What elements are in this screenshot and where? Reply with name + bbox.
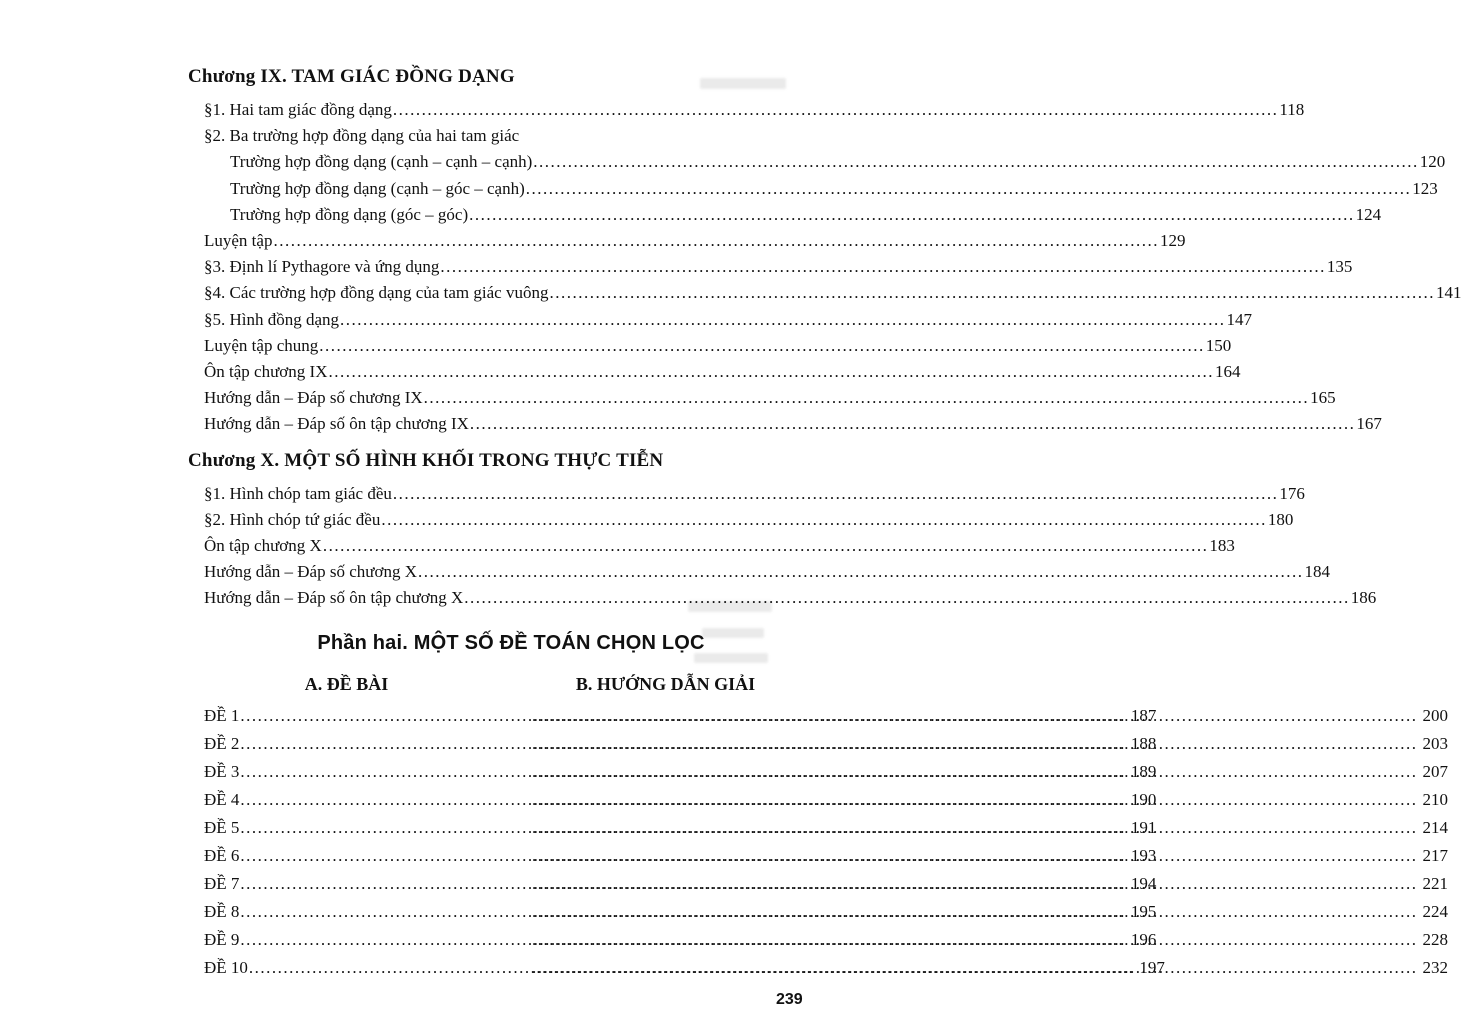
exam-label: ĐỀ 6 xyxy=(204,845,240,865)
toc-entry-label: Trường hợp đồng dạng (góc – góc) xyxy=(230,204,469,224)
leader-dots xyxy=(470,411,1356,437)
toc-entry xyxy=(188,533,1235,559)
leader-dots xyxy=(273,228,1159,254)
toc-entry xyxy=(188,280,1461,306)
exam-row xyxy=(188,758,1448,786)
exam-label: ĐỀ 1 xyxy=(204,705,240,725)
toc-entry-page: 135 xyxy=(1326,257,1353,277)
exam-problem-page: 191 xyxy=(1130,817,1157,837)
chapter-10-entries xyxy=(188,481,1377,612)
leader-dots xyxy=(469,202,1355,228)
leader-dots xyxy=(440,254,1326,280)
leader-dots xyxy=(532,842,1418,870)
leader-dots xyxy=(381,507,1267,533)
toc-entry-page: 167 xyxy=(1356,414,1382,434)
toc-entry xyxy=(188,507,1294,533)
toc-entry-page: 118 xyxy=(1279,100,1305,119)
exam-solution-page: 210 xyxy=(1422,789,1448,809)
toc-entry-label: §3. Định lí Pythagore và ứng dụng xyxy=(204,257,440,277)
exam-problem-page: 196 xyxy=(1130,929,1157,949)
toc-entry xyxy=(188,411,1382,437)
toc-entry xyxy=(188,176,1438,202)
toc-entry-page: 124 xyxy=(1355,204,1382,224)
toc-entry-label: Hướng dẫn – Đáp số ôn tập chương X xyxy=(204,588,464,608)
exam-column-headers xyxy=(188,670,800,698)
exam-problem-page: 190 xyxy=(1130,789,1157,809)
toc-entry xyxy=(188,202,1382,228)
toc-entry xyxy=(188,385,1336,411)
toc-entry-label: Ôn tập chương IX xyxy=(204,362,328,382)
toc-entry xyxy=(188,359,1241,385)
toc-entry-page: 123 xyxy=(1412,178,1438,198)
exam-solution-page: 228 xyxy=(1422,929,1448,949)
toc-entry xyxy=(188,228,1186,254)
chapter-10-heading: Chương X. MỘT SỐ HÌNH KHỐI TRONG THỰC TIỄN xyxy=(188,449,664,471)
leader-dots xyxy=(532,730,1418,758)
exam-solution-page: 214 xyxy=(1422,817,1448,837)
exam-row xyxy=(188,814,1448,842)
toc-entry-page: 129 xyxy=(1159,231,1186,251)
exam-table xyxy=(188,702,1448,982)
leader-dots xyxy=(424,385,1310,411)
toc-entry-label: §2. Hình chóp tứ giác đều xyxy=(204,509,381,529)
toc-content xyxy=(188,62,1461,982)
leader-dots xyxy=(323,533,1209,559)
leader-dots xyxy=(418,559,1304,585)
toc-entry-label: §4. Các trường hợp đồng dạng của tam giác vuông xyxy=(204,283,549,303)
toc-entry xyxy=(188,559,1330,585)
exam-label: ĐỀ 2 xyxy=(204,733,240,753)
toc-entry-page: 141 xyxy=(1435,283,1461,303)
exam-problem-page: 187 xyxy=(1130,705,1157,725)
exam-label: ĐỀ 3 xyxy=(204,761,240,781)
toc-entry-label: Trường hợp đồng dạng (cạnh – cạnh – cạnh) xyxy=(230,152,533,172)
toc-entry-label: Hướng dẫn – Đáp số chương X xyxy=(204,562,417,582)
toc-entry xyxy=(188,254,1353,280)
part-two-heading: Phần hai. MỘT SỐ ĐỀ TOÁN CHỌN LỌC xyxy=(317,631,705,654)
toc-entry-page: 164 xyxy=(1214,362,1241,382)
exam-problem-page: 193 xyxy=(1130,845,1157,865)
footer-page-number: 239 xyxy=(776,991,803,1008)
exam-row xyxy=(188,954,1448,982)
leader-dots xyxy=(393,481,1279,507)
leader-dots xyxy=(393,97,1279,123)
exam-row xyxy=(188,842,1448,870)
exam-solution-page: 203 xyxy=(1422,733,1448,753)
toc-entry-page: 176 xyxy=(1279,483,1305,503)
leader-dots xyxy=(532,898,1418,926)
toc-entry-label: §1. Hai tam giác đồng dạng xyxy=(204,100,392,119)
exam-solution-page: 232 xyxy=(1422,957,1448,977)
leader-dots xyxy=(532,870,1418,898)
toc-entry-label: Ôn tập chương X xyxy=(204,536,322,556)
leader-dots xyxy=(532,758,1418,786)
leader-dots xyxy=(533,149,1419,175)
toc-entry xyxy=(188,149,1446,175)
toc-entry-label: Hướng dẫn – Đáp số chương IX xyxy=(204,388,423,408)
exam-label: ĐỀ 10 xyxy=(204,957,248,977)
leader-dots xyxy=(532,814,1418,842)
leader-dots xyxy=(526,176,1412,202)
chapter-9-heading: Chương IX. TAM GIÁC ĐỒNG DẠNG xyxy=(188,66,515,87)
toc-entry xyxy=(188,97,1305,123)
leader-dots xyxy=(532,954,1418,982)
toc-entry-page: 150 xyxy=(1205,335,1232,355)
toc-entry-label: Luyện tập xyxy=(204,231,273,251)
toc-entry-label: §5. Hình đồng dạng xyxy=(204,309,340,329)
leader-dots xyxy=(464,585,1350,611)
exam-problem-page: 189 xyxy=(1130,761,1157,781)
exam-label: ĐỀ 7 xyxy=(204,873,240,893)
exam-row xyxy=(188,926,1448,954)
column-a-header: A. ĐỀ BÀI xyxy=(304,673,389,694)
toc-entry-label: Hướng dẫn – Đáp số ôn tập chương IX xyxy=(204,414,469,434)
toc-entry-page: 186 xyxy=(1350,588,1377,608)
exam-row xyxy=(188,898,1448,926)
exam-row xyxy=(188,870,1448,898)
column-b-header: B. HƯỚNG DẪN GIẢI xyxy=(575,673,756,694)
exam-row xyxy=(188,786,1448,814)
exam-solution-page: 207 xyxy=(1422,761,1448,781)
toc-entry-label: §2. Ba trường hợp đồng dạng của hai tam giác xyxy=(204,126,520,146)
exam-solution-page: 224 xyxy=(1422,901,1448,921)
toc-entry-label: §1. Hình chóp tam giác đều xyxy=(204,483,392,503)
toc-entry xyxy=(188,307,1253,333)
toc-entry-page: 120 xyxy=(1419,152,1446,172)
leader-dots xyxy=(319,333,1205,359)
exam-label: ĐỀ 8 xyxy=(204,901,240,921)
toc-entry-page: 147 xyxy=(1226,309,1253,329)
leader-dots xyxy=(532,926,1418,954)
toc-entry-page: 165 xyxy=(1310,388,1336,408)
toc-entry xyxy=(188,333,1232,359)
exam-problem-page: 194 xyxy=(1130,873,1157,893)
exam-solution-page: 217 xyxy=(1422,845,1448,865)
exam-solution-page: 221 xyxy=(1422,873,1448,893)
toc-entry xyxy=(188,585,1377,611)
leader-dots xyxy=(532,786,1418,814)
leader-dots xyxy=(328,359,1214,385)
exam-problem-page: 188 xyxy=(1130,733,1157,753)
exam-solution-page: 200 xyxy=(1422,705,1448,725)
exam-problem-page: 197 xyxy=(1139,957,1165,977)
chapter-9-entries xyxy=(188,97,1461,438)
toc-entry-label: Luyện tập chung xyxy=(204,335,319,355)
exam-label: ĐỀ 5 xyxy=(204,817,240,837)
leader-dots xyxy=(549,280,1435,306)
toc-entry xyxy=(188,481,1305,507)
toc-entry-label: Trường hợp đồng dạng (cạnh – góc – cạnh) xyxy=(230,178,525,198)
toc-entry-page: 183 xyxy=(1209,536,1235,556)
toc-entry-page: 180 xyxy=(1267,509,1294,529)
leader-dots xyxy=(340,307,1226,333)
exam-row xyxy=(188,730,1448,758)
exam-row xyxy=(188,702,1448,730)
leader-dots xyxy=(532,702,1418,730)
exam-label: ĐỀ 9 xyxy=(204,929,240,949)
exam-problem-page: 195 xyxy=(1130,901,1157,921)
toc-entry-page: 184 xyxy=(1304,562,1330,582)
exam-label: ĐỀ 4 xyxy=(204,789,240,809)
toc-entry xyxy=(188,123,800,149)
